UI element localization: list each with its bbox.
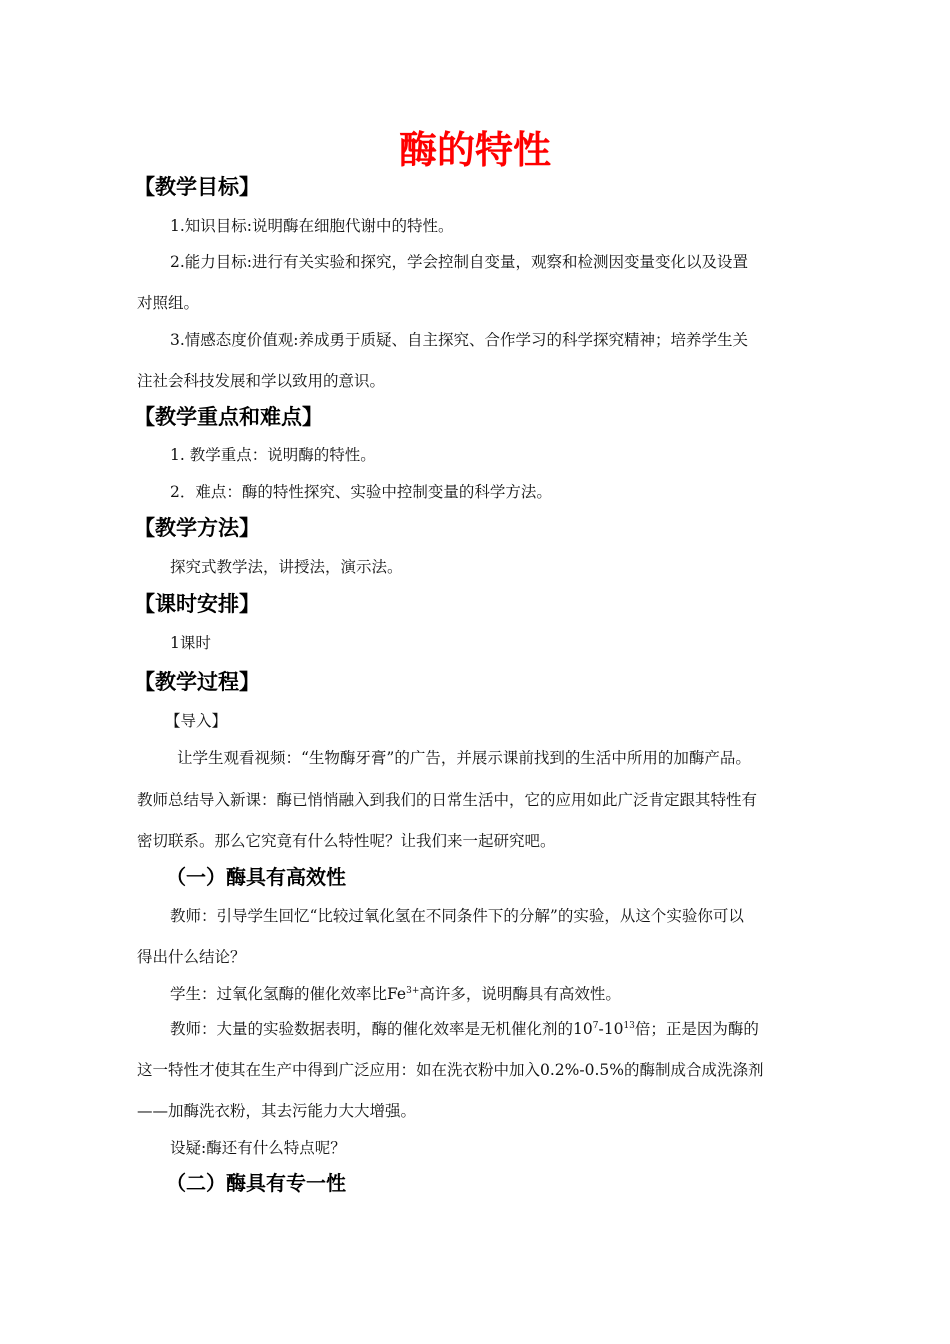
part1-line-5: 这一特性才使其在生产中得到广泛应用：如在洗衣粉中加入0.2%-0.5%的酶制成合成洗涤剂 xyxy=(137,1061,764,1079)
iron-charge-superscript: 3+ xyxy=(406,985,420,996)
part1-line-4-text-c: 倍；正是因为酶的 xyxy=(634,1020,759,1038)
page-title: 酶的特性 xyxy=(398,128,551,172)
part1-line-7: 设疑:酶还有什么特点呢？ xyxy=(170,1139,346,1157)
goal-item-3: 3.情感态度价值观:养成勇于质疑、自主探究、合作学习的科学探究精神；培养学生关 xyxy=(170,331,749,349)
exponent-7: 7 xyxy=(592,1020,599,1031)
intro-line-2: 教师总结导入新课：酶已悄悄融入到我们的日常生活中，它的应用如此广泛肯定跟其特性有 xyxy=(137,791,758,809)
keypoint-item-2: 2．难点：酶的特性探究、实验中控制变量的科学方法。 xyxy=(170,483,552,501)
section-heading-process: 【教学过程】 xyxy=(134,670,260,694)
section-heading-keypoints: 【教学重点和难点】 xyxy=(134,405,323,429)
intro-label: 【导入】 xyxy=(165,712,228,730)
part1-line-3 xyxy=(137,983,850,1005)
goal-item-3-cont: 注社会科技发展和学以致用的意识。 xyxy=(137,372,386,390)
part1-line-3-text-b: 高许多，说明酶具有高效性。 xyxy=(419,985,621,1003)
section-heading-methods: 【教学方法】 xyxy=(134,516,260,540)
part1-line-4 xyxy=(137,1018,850,1040)
goal-item-2-cont: 对照组。 xyxy=(137,294,200,312)
goal-item-2: 2.能力目标:进行有关实验和探究，学会控制自变量，观察和检测因变量变化以及设置 xyxy=(170,253,749,271)
part1-line-4-text-a: 教师：大量的实验数据表明，酶的催化效率是无机催化剂的10 xyxy=(170,1020,593,1038)
part1-heading: （一）酶具有高效性 xyxy=(166,865,346,889)
part1-line-3-text-a: 学生：过氧化氢酶的催化效率比Fe xyxy=(170,985,407,1003)
intro-line-3: 密切联系。那么它究竟有什么特性呢？让我们来一起研究吧。 xyxy=(137,832,556,850)
section-heading-schedule: 【课时安排】 xyxy=(134,592,260,616)
part1-line-4-text-b: -10 xyxy=(598,1020,624,1038)
part1-line-2: 得出什么结论？ xyxy=(137,948,246,966)
section-heading-goals: 【教学目标】 xyxy=(134,175,260,199)
exponent-13: 13 xyxy=(623,1020,635,1031)
goal-item-1: 1.知识目标:说明酶在细胞代谢中的特性。 xyxy=(170,217,454,235)
keypoint-item-1: 1. 教学重点：说明酶的特性。 xyxy=(170,446,376,464)
part1-line-1: 教师：引导学生回忆“比较过氧化氢在不同条件下的分解”的实验，从这个实验你可以 xyxy=(170,907,744,925)
part2-heading: （二）酶具有专一性 xyxy=(166,1171,346,1195)
schedule-text: 1课时 xyxy=(170,634,211,652)
intro-line-1: 让学生观看视频：“生物酶牙膏”的广告，并展示课前找到的生活中所用的加酶产品。 xyxy=(177,749,751,767)
methods-text: 探究式教学法，讲授法，演示法。 xyxy=(170,558,403,576)
part1-line-6: ——加酶洗衣粉，其去污能力大大增强。 xyxy=(137,1102,417,1120)
